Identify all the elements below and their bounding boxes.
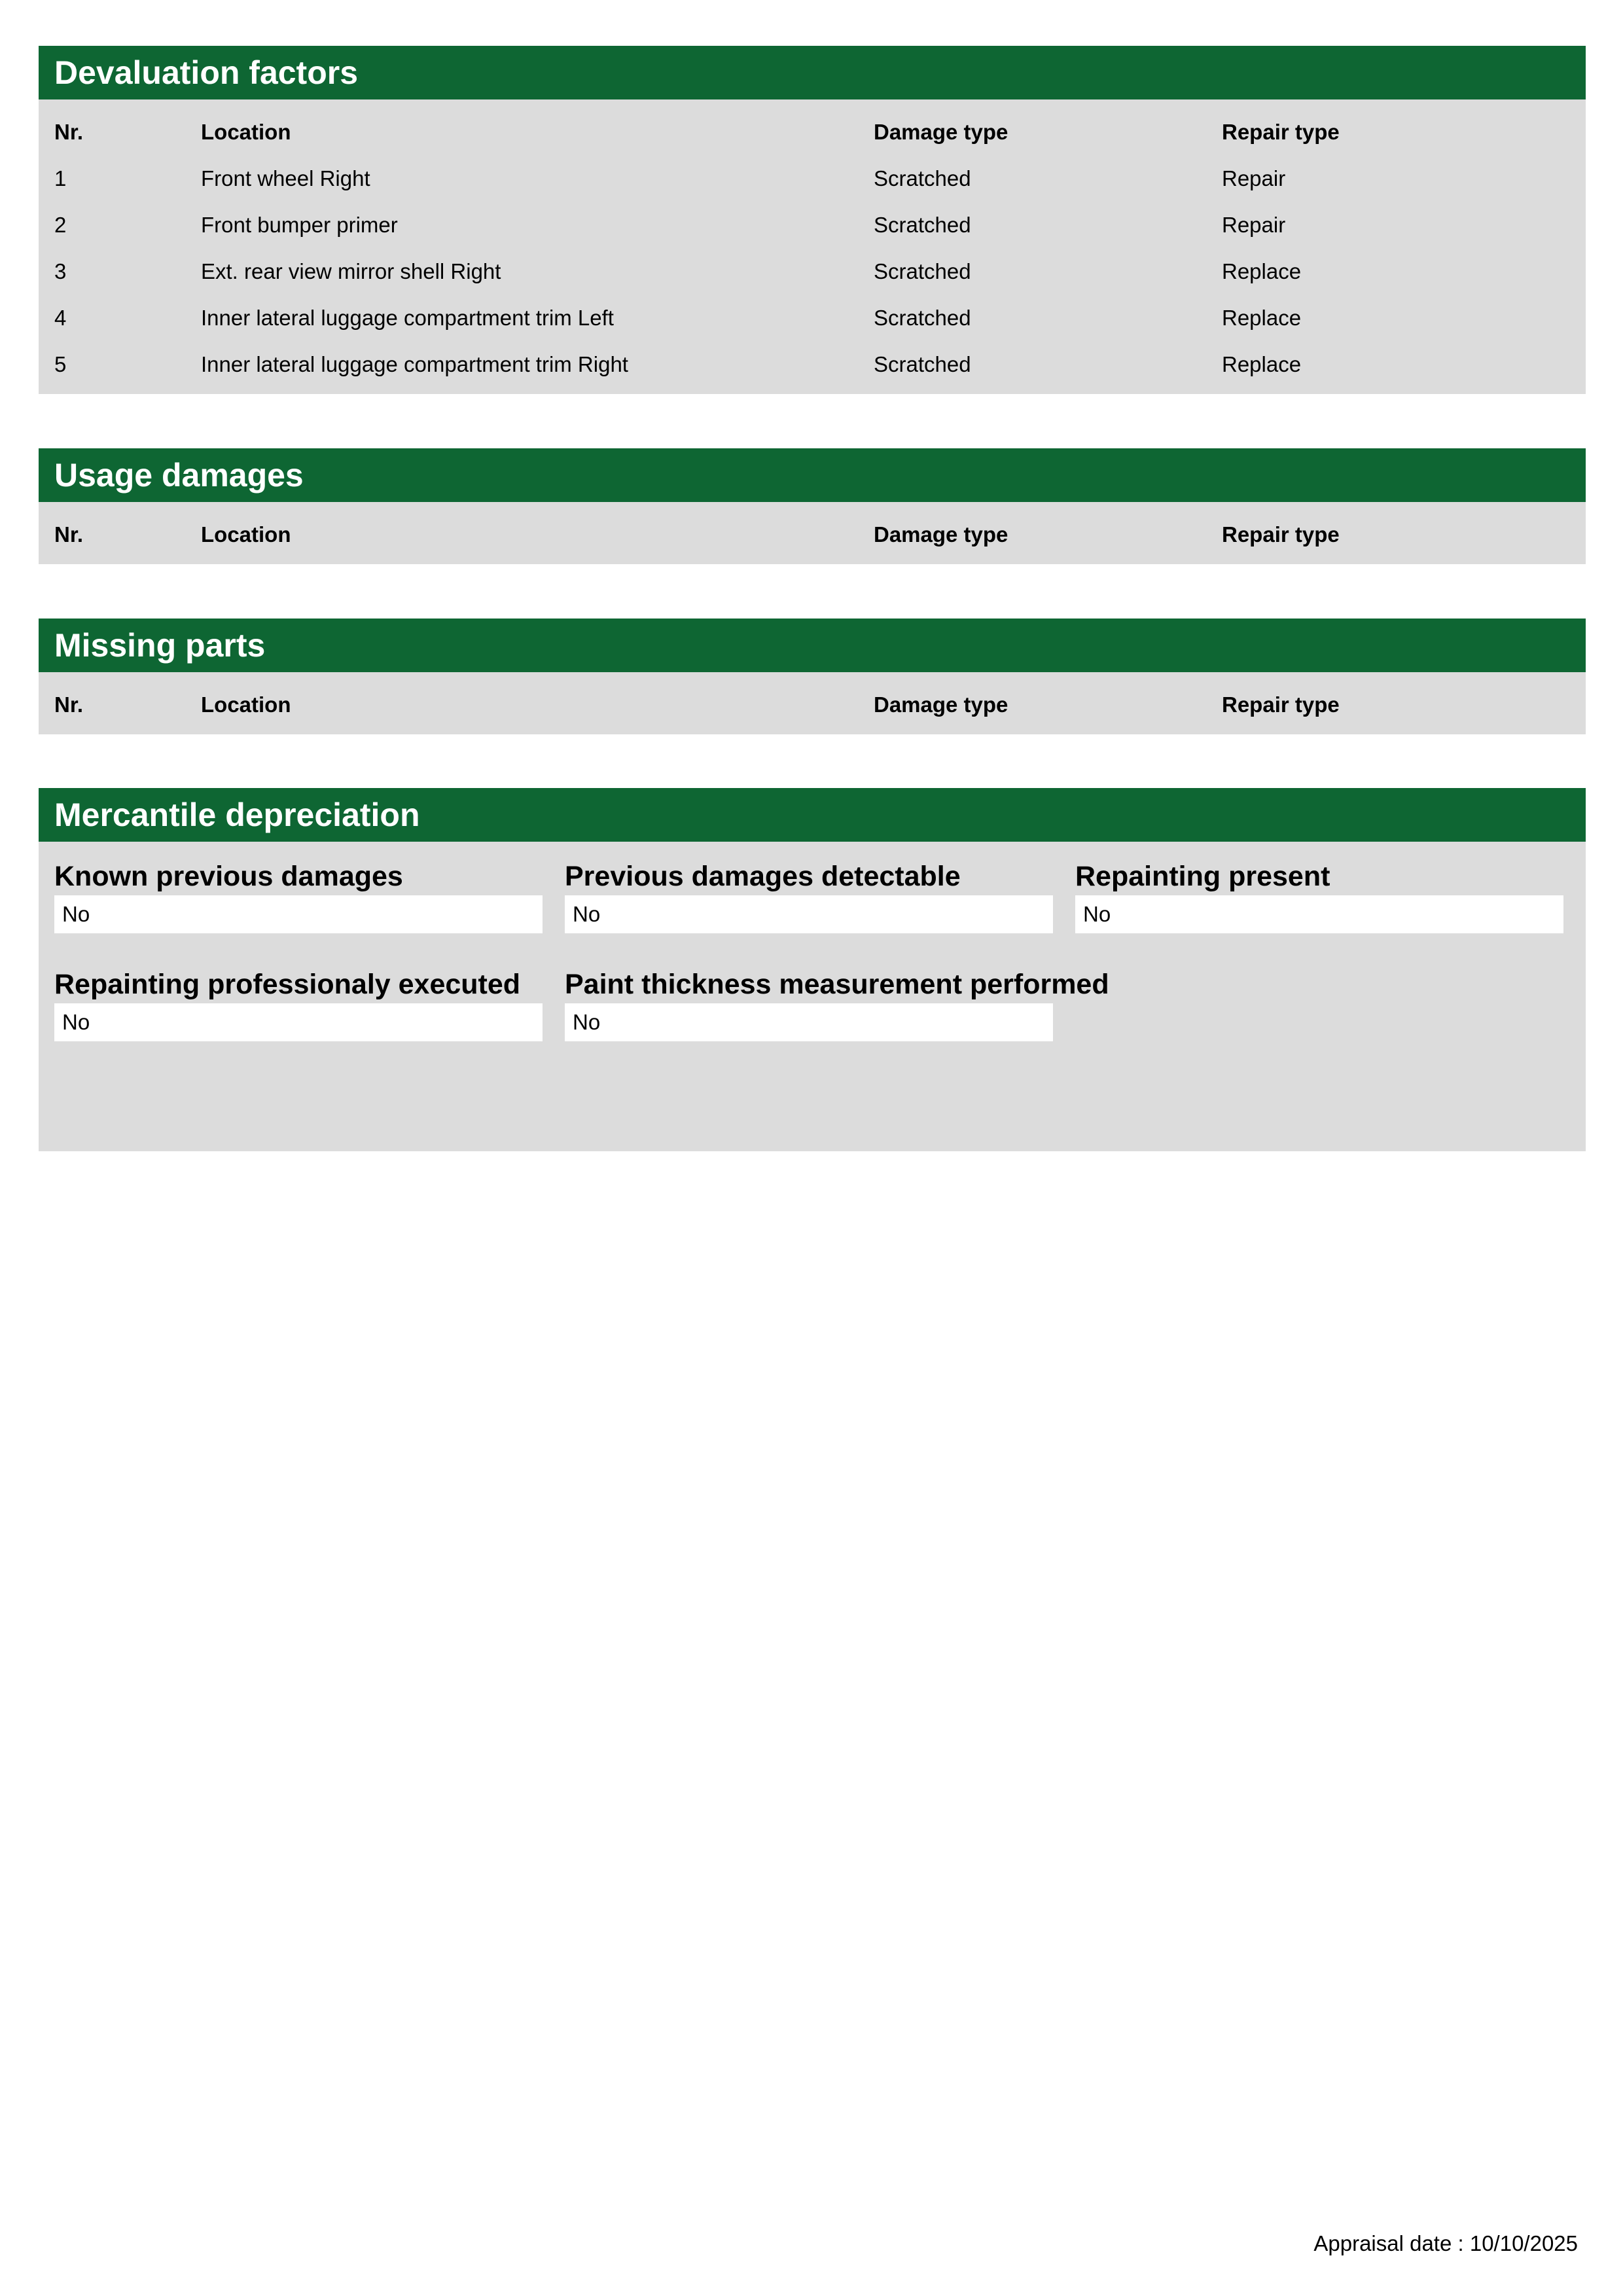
section-title: Devaluation factors xyxy=(39,46,1586,99)
table-header-row xyxy=(39,672,1586,728)
table-header-row xyxy=(39,502,1586,558)
cell-damage-type: Scratched xyxy=(874,351,971,376)
missing-table xyxy=(39,672,1586,728)
table-row xyxy=(39,295,1586,341)
field-label: Repainting professionaly executed xyxy=(54,969,521,1000)
field-label: Known previous damages xyxy=(54,861,403,892)
mercantile-depreciation-section xyxy=(39,788,1586,1151)
appraisal-date: Appraisal date : 10/10/2025 xyxy=(1313,2231,1578,2255)
header-repair-type: Repair type xyxy=(1222,119,1340,144)
header-nr: Nr. xyxy=(54,692,84,717)
usage-table xyxy=(39,502,1586,558)
mercantile-fields xyxy=(39,842,1586,1151)
section-title: Usage damages xyxy=(39,448,1586,502)
cell-location: Ext. rear view mirror shell Right xyxy=(201,259,501,283)
field-repainting-present xyxy=(1075,860,1563,933)
field-value: No xyxy=(54,1003,543,1041)
table-row xyxy=(39,341,1586,387)
header-nr: Nr. xyxy=(54,522,84,547)
cell-damage-type: Scratched xyxy=(874,212,971,237)
header-nr: Nr. xyxy=(54,119,84,144)
cell-location: Inner lateral luggage compartment trim Right xyxy=(201,351,628,376)
table-row xyxy=(39,155,1586,202)
cell-nr: 5 xyxy=(54,351,67,376)
cell-location: Inner lateral luggage compartment trim Left xyxy=(201,305,614,330)
devaluation-table xyxy=(39,99,1586,387)
table-header-row xyxy=(39,99,1586,155)
header-repair-type: Repair type xyxy=(1222,522,1340,547)
header-location: Location xyxy=(201,119,291,144)
header-damage-type: Damage type xyxy=(874,692,1008,717)
cell-repair-type: Replace xyxy=(1222,305,1302,330)
field-value: No xyxy=(1075,895,1563,933)
header-damage-type: Damage type xyxy=(874,522,1008,547)
cell-nr: 4 xyxy=(54,305,67,330)
devaluation-factors-section xyxy=(39,46,1586,394)
cell-location: Front wheel Right xyxy=(201,166,370,190)
cell-repair-type: Repair xyxy=(1222,212,1286,237)
field-value: No xyxy=(565,1003,1053,1041)
header-repair-type: Repair type xyxy=(1222,692,1340,717)
field-value: No xyxy=(54,895,543,933)
cell-nr: 3 xyxy=(54,259,67,283)
cell-damage-type: Scratched xyxy=(874,166,971,190)
header-damage-type: Damage type xyxy=(874,119,1008,144)
header-location: Location xyxy=(201,692,291,717)
field-label: Repainting present xyxy=(1075,861,1330,892)
header-location: Location xyxy=(201,522,291,547)
section-title: Missing parts xyxy=(39,619,1586,672)
cell-damage-type: Scratched xyxy=(874,305,971,330)
section-title: Mercantile depreciation xyxy=(39,788,1586,842)
cell-location: Front bumper primer xyxy=(201,212,398,237)
cell-nr: 1 xyxy=(54,166,67,190)
cell-nr: 2 xyxy=(54,212,67,237)
field-paint-thickness-measurement xyxy=(565,968,1109,1041)
cell-damage-type: Scratched xyxy=(874,259,971,283)
field-previous-damages-detectable xyxy=(565,860,1053,933)
field-label: Paint thickness measurement performed xyxy=(565,969,1109,1000)
table-row xyxy=(39,248,1586,295)
field-value: No xyxy=(565,895,1053,933)
cell-repair-type: Replace xyxy=(1222,351,1302,376)
table-row xyxy=(39,202,1586,248)
usage-damages-section xyxy=(39,448,1586,564)
field-known-previous-damages xyxy=(54,860,543,933)
missing-parts-section xyxy=(39,619,1586,734)
cell-repair-type: Replace xyxy=(1222,259,1302,283)
field-repainting-professionaly-executed xyxy=(54,968,543,1041)
cell-repair-type: Repair xyxy=(1222,166,1286,190)
field-label: Previous damages detectable xyxy=(565,861,961,892)
